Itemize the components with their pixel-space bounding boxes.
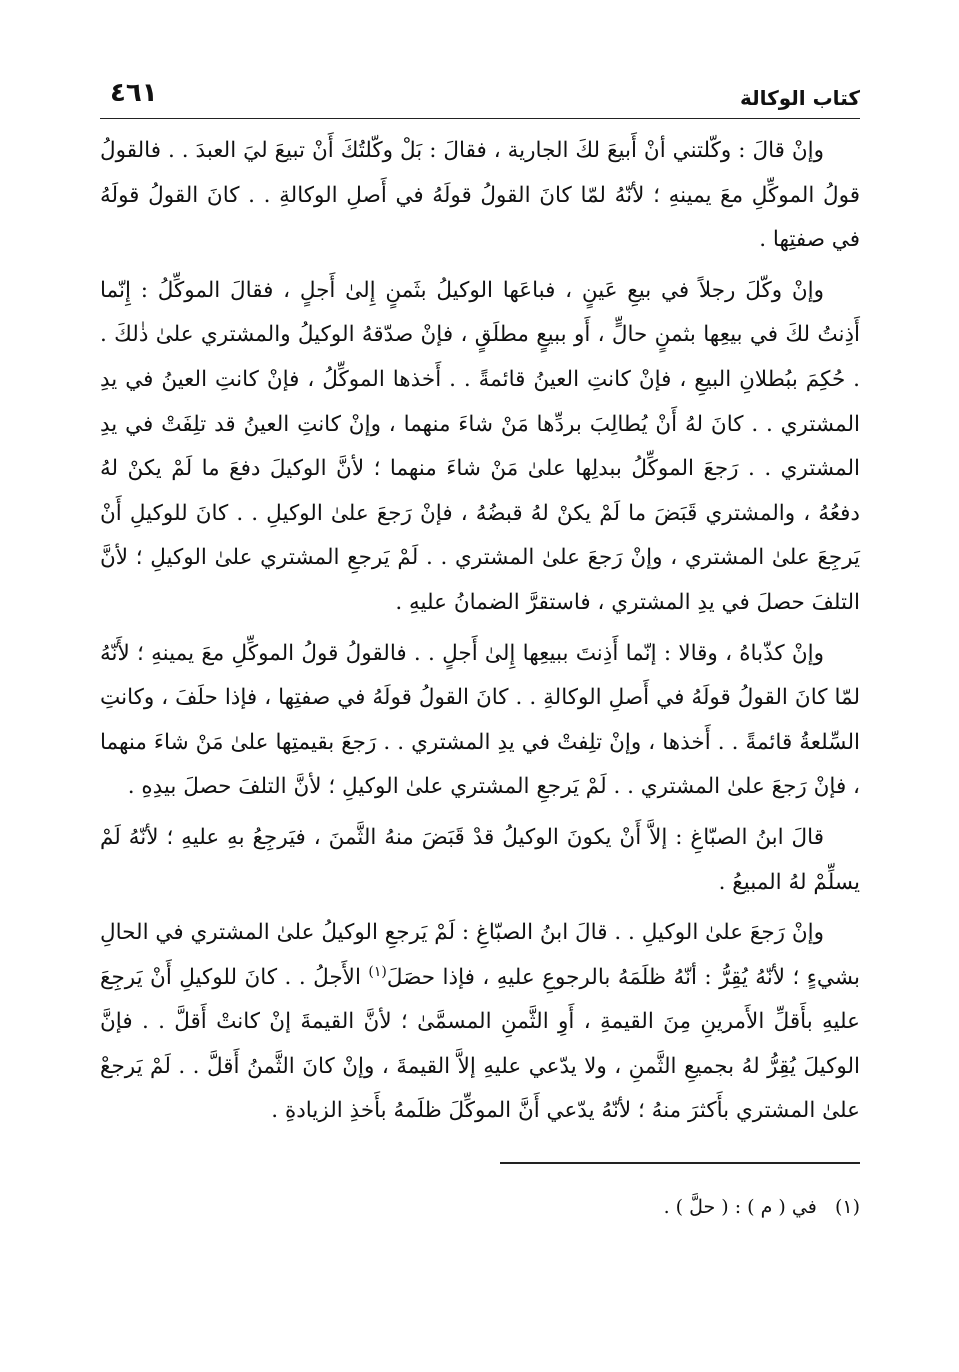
page-header bbox=[100, 72, 860, 119]
page-number: ٤٦١ bbox=[110, 78, 158, 108]
footnote-divider bbox=[500, 1162, 860, 1164]
footnote-reference[interactable]: (١) bbox=[368, 963, 387, 980]
paragraph-5 bbox=[100, 911, 860, 1134]
paragraph-4: قالَ ابنُ الصبّاغِ : إلاَّ أَنْ يكونَ الوكيلُ قدْ قَبَضَ منهُ الثَّمنَ ، فيَرجِعُ بهِ عليهِ ؛ لأنّهُ لَمْ يسلِّمْ لهُ المبيعُ . bbox=[100, 824, 860, 895]
body-text bbox=[100, 129, 860, 1134]
paragraph-1: وإنْ قالَ : وكّلتني أنْ أَبيعَ لكَ الجارية ، فقالَ : بَلْ وكّلتُكَ أَنْ تبيعَ ليَ العبدَ . . فالقولُ قولُ الموكِّلِ معَ يمينهِ ؛ لأنّهُ لمّا كانَ القولُ قولَهُ في أَصلِ الوكالةِ . . كانَ القولُ قولَهُ في صفتِها . bbox=[100, 138, 861, 253]
paragraph-2: وإنْ وكّلَ رجلاً في بيعِ عَينٍ ، فباعَها الوكيلُ بثَمنٍ إِلىٰ أَجلٍ ، فقالَ الموكِّلُ : إِنّما أَذِنتُ لكَ في بيعِها بثمنٍ حالٍّ ، أَو ببيعٍ مطلَقٍ ، فإنْ صدّقهُ الوكيلُ والمشتري علىٰ ذٰلكَ . . حُكِمَ ببُطلانِ البيعِ ، فإنْ كانتِ العينُ قائمةً . . أَخذها الموكِّلُ ، فإنْ كانتِ العينُ في يدِ المشتري . . كانَ لهُ أَنْ يُطالِبَ بردِّها مَنْ شاءَ منهما ، وإنْ كانتِ العينُ قد تلِفَتْ في يدِ المشتري . . رَجعَ الموكِّلُ ببدلِها علىٰ مَنْ شاءَ منهما ؛ لأنَّ الوكيلَ دفعَ ما لَمْ يكنْ لهُ دفعُهُ ، والمشتري قَبَضَ ما لَمْ يكنْ لهُ قبضُهُ ، فإنْ رَجعَ علىٰ الوكيلِ . . كانَ للوكيلِ أَنْ يَرجِعَ علىٰ المشتري ، وإنْ رَجعَ علىٰ المشتري . . لَمْ يَرجعِ المشتري علىٰ الوكيلِ ؛ لأنَّ التلفَ حصلَ في يدِ المشتري ، فاستقرَّ الضمانُ عليهِ . bbox=[100, 277, 860, 615]
footnote-number: (١) bbox=[834, 1196, 860, 1219]
book-page bbox=[100, 72, 860, 1222]
paragraph-5-start: وإنْ رَجعَ علىٰ الوكيلِ . . قالَ ابنُ الصبّاغِ : لَمْ يَرجعِ الوكيلُ علىٰ المشتري في الحالِ بشيءٍ ؛ لأنّهُ يُقِرُّ : أنّهُ ظلَمَهُ بالرجوعِ عليهِ ، فإذا حصَلَ bbox=[100, 920, 860, 990]
footnote bbox=[100, 1192, 860, 1222]
footnote-text: في ( م ) : ( حلَّ ) . bbox=[663, 1196, 817, 1219]
running-title: كتاب الوكالة bbox=[739, 86, 860, 110]
paragraph-5-end: الأَجلُ . . كانَ للوكيلِ أَنْ يَرجِعَ عليهِ بأَقلِّ الأَمرينِ مِنَ القيمةِ ، أَوِ الثَّمنِ المسمَّىٰ ؛ لأنَّ القيمةَ إنْ كانتْ أَقلَّ . . فإنَّ الوكيلَ يُقِرُّ لهُ بجميعِ الثَّمنِ ، ولا يدّعي عليهِ إلاَّ القيمةَ ، وإنْ كانَ الثَّمنُ أَقلَّ . . لَمْ يَرجعْ علىٰ المشتري بأَكثرَ منهُ ؛ لأنّهُ يدّعي أَنَّ الموكِّلَ ظلَمهُ بأَخذِ الزيادةِ . bbox=[100, 964, 860, 1124]
paragraph-3: وإنْ كذّباهُ ، وقالا : إنّما أَذِنتَ ببيعِها إِلىٰ أَجلٍ . . فالقولُ قولُ الموكِّلِ معَ يمينهِ ؛ لأَنّهُ لمّا كانَ القولُ قولَهُ في أَصلِ الوكالةِ . . كانَ القولُ قولَهُ في صفتِها ، فإذا حلَفَ ، وكانتِ السِّلعةُ قائمةً . . أَخذها ، وإنْ تلِفتْ في يدِ المشتري . . رَجعَ بقيمتِها علىٰ مَنْ شاءَ منهما ، فإنْ رَجعَ علىٰ المشتري . . لَمْ يَرجعِ المشتري علىٰ الوكيلِ ؛ لأنَّ التلفَ حصلَ بيدِهِ . bbox=[100, 640, 860, 800]
